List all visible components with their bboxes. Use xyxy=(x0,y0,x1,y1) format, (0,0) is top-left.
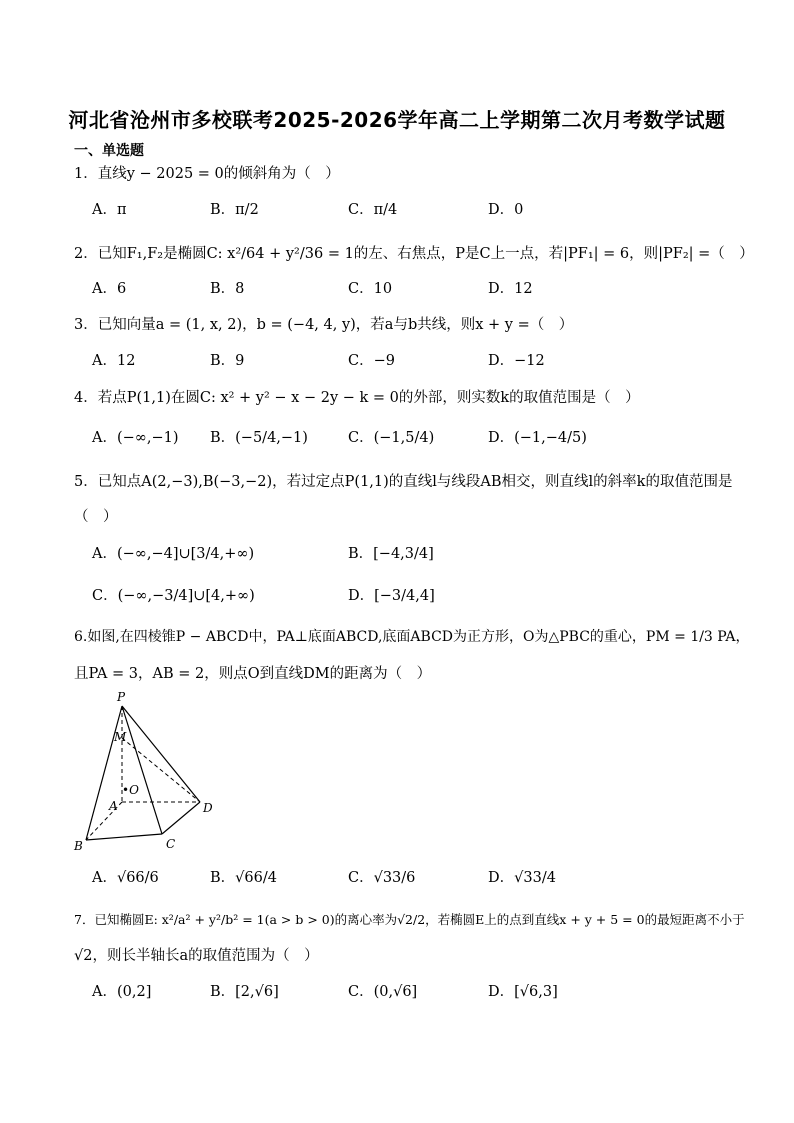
label-m: M xyxy=(114,730,127,744)
q6-option-d: D．√33/4 xyxy=(488,870,556,886)
edge-pc xyxy=(122,706,162,834)
q5-option-c: C．(−∞,−3/4]∪[4,+∞) xyxy=(92,588,255,604)
question-7-stem-cont: √2，则长半轴长a的取值范围为（ ） xyxy=(74,948,319,964)
question-4-stem: 4．若点P(1,1)在圆C: x² + y² − x − 2y − k = 0的外部，则实数k的取值范围是（ ） xyxy=(74,390,640,406)
q1-option-d: D．0 xyxy=(488,202,524,218)
label-a: A xyxy=(109,799,118,813)
q2-option-d: D．12 xyxy=(488,281,533,297)
q6-option-b: B．√66/4 xyxy=(210,870,277,886)
q3-option-d: D．−12 xyxy=(488,353,545,369)
q4-option-d: D．(−1,−4/5) xyxy=(488,430,587,446)
edge-bc xyxy=(86,834,162,840)
q4-option-a: A．(−∞,−1) xyxy=(92,430,179,446)
label-b: B xyxy=(74,839,83,853)
section-heading: 一、单选题 xyxy=(74,143,144,159)
label-p: P xyxy=(117,690,126,704)
page-title: 河北省沧州市多校联考2025-2026学年高二上学期第二次月考数学试题 xyxy=(68,108,726,132)
question-1-stem: 1．直线y − 2025 = 0的倾斜角为（ ） xyxy=(74,166,340,182)
edge-cd xyxy=(162,802,200,834)
q7-option-a: A．(0,2] xyxy=(92,984,152,1000)
q3-option-b: B．9 xyxy=(210,353,245,369)
q5-option-d: D．[−3/4,4] xyxy=(348,588,435,604)
question-6-stem-cont: 且PA = 3，AB = 2，则点O到直线DM的距离为（ ） xyxy=(74,666,432,682)
q1-option-c: C．π/4 xyxy=(348,202,398,218)
label-c: C xyxy=(166,837,176,851)
pyramid-figure xyxy=(72,688,232,854)
q1-option-b: B．π/2 xyxy=(210,202,259,218)
q5-option-a: A．(−∞,−4]∪[3/4,+∞) xyxy=(92,546,255,562)
question-6-stem: 6.如图,在四棱锥P − ABCD中，PA⊥底面ABCD,底面ABCD为正方形，O为△PBC的重心，PM = 1/3 PA， xyxy=(74,629,750,645)
q2-option-b: B．8 xyxy=(210,281,245,297)
question-5-stem: 5．已知点A(2,−3),B(−3,−2)，若过定点P(1,1)的直线l与线段AB相交，则直线l的斜率k的取值范围是 xyxy=(74,474,733,490)
edge-pb xyxy=(86,706,122,840)
q4-option-c: C．(−1,5/4) xyxy=(348,430,435,446)
label-d: D xyxy=(203,801,213,815)
q6-option-a: A．√66/6 xyxy=(92,870,159,886)
q7-option-d: D．[√6,3] xyxy=(488,984,558,1000)
label-o: •O xyxy=(122,783,139,797)
q2-option-a: A．6 xyxy=(92,281,127,297)
q5-option-b: B．[−4,3/4] xyxy=(348,546,434,562)
q7-option-b: B．[2,√6] xyxy=(210,984,279,1000)
q2-option-c: C．10 xyxy=(348,281,393,297)
q1-option-a: A．π xyxy=(92,202,127,218)
question-7-stem: 7．已知椭圆E: x²/a² + y²/b² = 1(a > b > 0)的离心率为√2/2，若椭圆E上的点到直线x + y + 5 = 0的最短距离不小于 xyxy=(74,912,745,927)
q6-option-c: C．√33/6 xyxy=(348,870,416,886)
q3-option-c: C．−9 xyxy=(348,353,395,369)
q3-option-a: A．12 xyxy=(92,353,136,369)
q7-option-c: C．(0,√6] xyxy=(348,984,418,1000)
q4-option-b: B．(−5/4,−1) xyxy=(210,430,308,446)
question-5-stem-cont: （ ） xyxy=(74,509,118,525)
question-3-stem: 3．已知向量a = (1, x, 2)，b = (−4, 4, y)，若a与b共线，则x + y =（ ） xyxy=(74,317,574,333)
question-2-stem: 2．已知F₁,F₂是椭圆C: x²/64 + y²/36 = 1的左、右焦点，P是C上一点，若|PF₁| = 6，则|PF₂| =（ ） xyxy=(74,246,754,262)
